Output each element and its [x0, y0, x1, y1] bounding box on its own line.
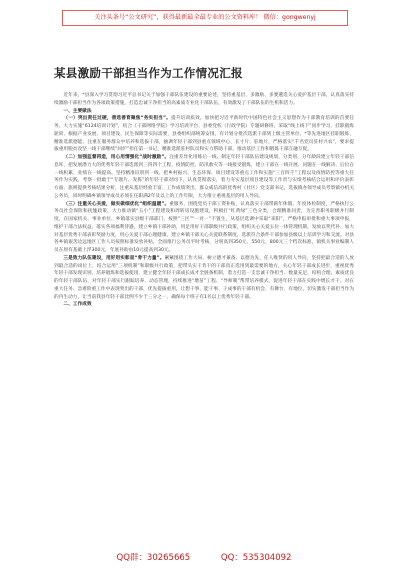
section-heading-1: 一、主要做法	[63, 108, 92, 114]
document-body	[54, 92, 354, 309]
paragraph-3-lead: （三）注重关心关爱，做实做细优化“组织温暖”。	[63, 201, 170, 207]
paragraph-2-lead: （二）加强监督再造，用心用情强化“战时激励”。	[63, 155, 170, 160]
footer-qq: QQ：535304092	[220, 553, 292, 563]
intro-paragraph: 近年来，*县深入学习贯彻习近平总书记关于加强干部队伍建设的重要论述，坚持重基层、多激励、多要遴选关心爱护基层干部，认真落实持续激励干部担当作为各项政策措施，打造忠诚干净担当的高素质专业化干部队伍，有效激发了干部队伍的生机和活力。	[54, 93, 354, 106]
section-heading-2: 二、工作成效	[63, 302, 92, 308]
promo-banner: 关注头条号“公文研究”，获得最新最全最专业的公文资料库！ 微信：gongwenyj	[62, 10, 348, 26]
paragraph-4	[54, 255, 354, 302]
paragraph-4-body: 紧紧围绕工作大局，树立德才兼备、以德为先、任人唯贤的用人导向，坚持把最合适的人放到最合适的岗位上，结合运用“三项机制”和职级并行政策，把带头实干肯干的干部真正选用到最需要的地方，关心年轻干部成长进步，重视优秀年轻干部发现识别、培养锻炼和选拔使用，建立健全年轻干部成长成才全链条机制，着力打造一支忠诚干净担当、数量充足、结构合理、素质优良的年轻干部队伍，对年轻干部实行跟踪培养、动态管理，持续推进“墩苗”工程、“导师制”帮带培养模式，促进年轻干部在实践中增长才干。对在重大任务、急难险重工作中表现突出的干部，优先提拔重用，让想干事、能干事、干成事的干部有机会、有舞台、有地位，切实激发干部担当作为的内生动力，让当前我县年轻干部比例不少于三分之一，确保每个班子有1名以上优秀年轻干部。	[54, 255, 355, 300]
paragraph-3	[54, 201, 354, 255]
paragraph-1-body: 提升培训质效。加快把习近平新时代中国特色社会主义思想作为干部教育培训的首要任务，大力实施“6124培训计划”，结合《干部网络学院》学习培训平台、县委党校（行政学院）专题研修班，采取“线上线下”同步学习、挂职锻炼轮训、根据产业发展、项目建设、民生保障等实际需要，县委组织部统筹安排，有计划分批次选派干部到上级主管单位、*等先进地区挂职锻炼、精准选派德能、注重在服务群众中培养和选拔干部，抽调年轻干部到县重点领域中心、长寸片、驻地片，严格落实“千名党员驻村兴农”，要求提拔重用脱贫攻坚一线干部继续“回炉”担任第一书记，精准选派驻村队员和实力帮助干部，推动基层工作和锻炼干部互融互促。	[54, 116, 354, 153]
footer-qq-group: QQ群：30265665	[116, 553, 191, 563]
page-title: 某县激励干部担当作为工作情况汇报	[54, 66, 243, 80]
paragraph-2	[54, 154, 354, 201]
paragraph-4-lead: 三是致力队伍建设，用好用实彰显“骨干力量”。	[63, 255, 165, 261]
contact-footer	[0, 551, 408, 563]
paragraph-3-body: 重服务，围绕党员干部工资补贴，认真落实干部带薪年休假、年度体检制度，严格执行公务员社会保险和抚恤政策，大力推动镇“五小”工程建设和周转房设施建设，积极打“红黄绿”三色分类，合理精准问责，为完善职务职级并行制度，在国家机关、事业单位、乡镇落实县级干部部门，按照“三区”“一对一”不置生，从基层选调中采取“来阳”，严格申报审批和重大事项申报，维护干部合法权益，落实各项福利待遇，建立乡镇干部补助，用足用好干部职级并行政策，组织关心关爱五位一体管理机制，发放以奖代补、加大对基层优秀干部表彰奖励力度，用心关爱干部心理健康，建立乡镇干部关心关爱联系制度，选派符合条件干部参加县级以上培训学习和交流。对县各乡镇艰苦边远地区工作人员按照标准发放补贴，全面推行公务员平时考核，分别高到350元、550元、800元三个档次标准，镇机关事业编制人员在原有基础上浮300元，年底补助由10元提高到30元。	[54, 201, 355, 253]
paragraph-1	[54, 115, 354, 154]
paragraph-2-body: 注重差异化用练后一线、制定年轻干部队伍建设规划，分类别、分年龄段建立年轻干部信息库，把发展潜力大的优秀年轻干部选派到三四四个工程、疫情防控、防汛救灾等一线接受锻炼，建立干部在一线开展、问题在一线解决、后位在一线积累、业绩在一线提高。坚持精准识别到一线、把乡村振兴、生态环保、项目建设等重点工作和实施“三百四千”工程以及疫情防控等重大任务作为实践，考察一批敢于“专题片、发拣”的年轻干部对同下，认真贯彻落实，着力夯实基层项目建设等工作责与实绩考核结合运用和评价表彰方面、旅则提供考核结果分析，注重从基层经验丰富、工作成绩突出、群众威信高的优秀村（社区）党支部书记，选拔镇办领导成员考察镇办机关公务员，同时明确乡镇领导成员必须在任职满2年及以上的工作年限，大力推立重视基层的用人导向。	[54, 155, 355, 199]
paragraph-1-lead: （一）突出责任过硬，善选善育聚焦“务实担当”。	[63, 116, 172, 122]
